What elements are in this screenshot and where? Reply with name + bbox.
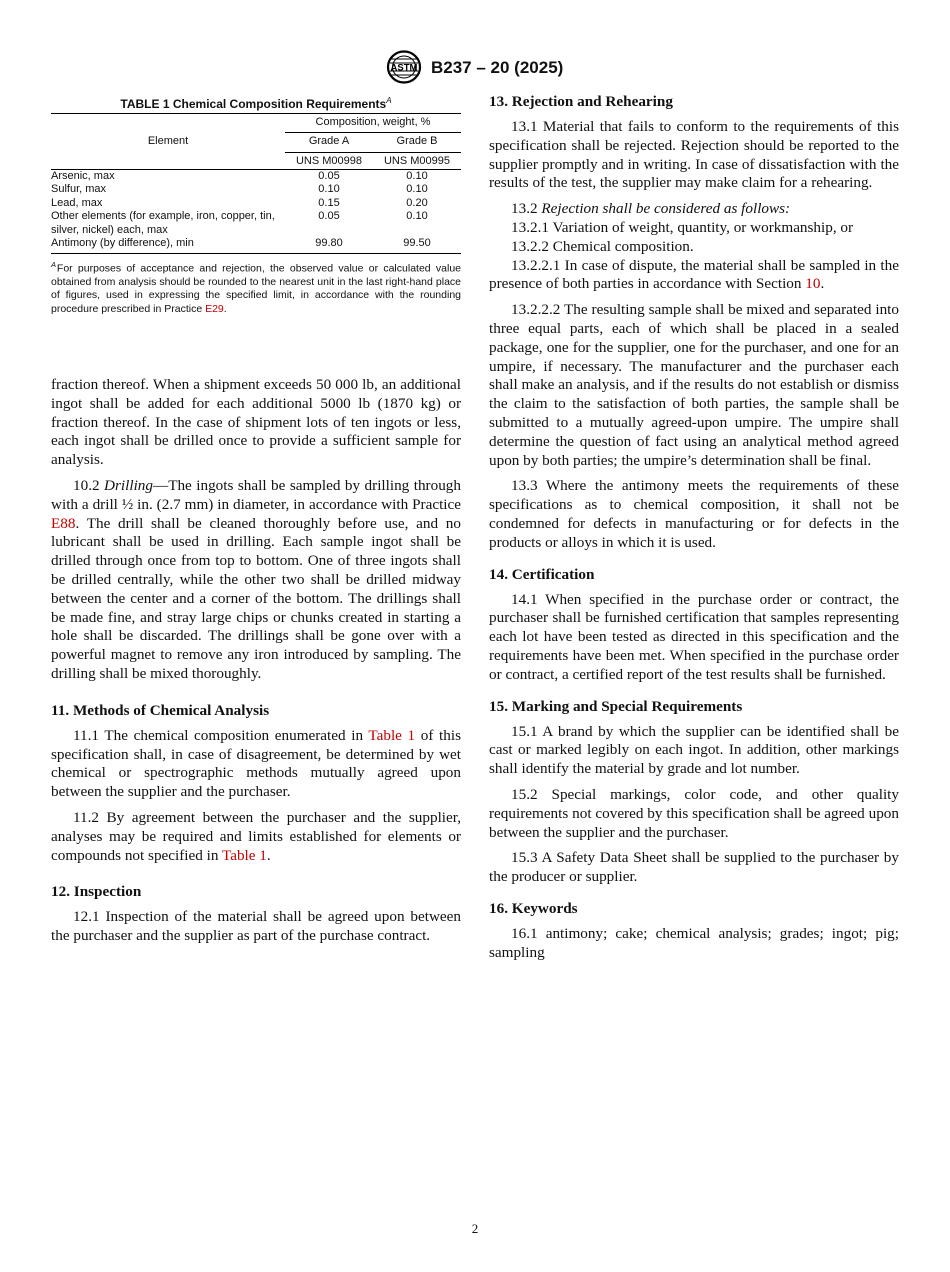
- chemical-composition-table: [51, 113, 461, 254]
- link-e29[interactable]: E29: [205, 302, 224, 315]
- section-13-heading: 13. Rejection and Rehearing: [489, 93, 673, 110]
- paragraph-13-2-2: 13.2.2 Chemical composition.: [511, 237, 694, 255]
- cell-element: Sulfur, max: [51, 183, 107, 195]
- paragraph-15-1: 15.1 A brand by which the supplier can be identified shall be cast or marked legibly on each ingot. In addition, other markings shall identify the material by grade and lot number.: [489, 722, 899, 778]
- paragraph-15-3: 15.3 A Safety Data Sheet shall be supplied to the purchaser by the producer or supplier.: [489, 849, 899, 886]
- document-designation: B237 – 20 (2025): [431, 58, 564, 77]
- section-14-heading: 14. Certification: [489, 565, 595, 583]
- cell-element: Antimony (by difference), min: [51, 237, 194, 249]
- table-row: [51, 197, 461, 211]
- table-1-block: [51, 92, 461, 316]
- table-row: [51, 237, 461, 253]
- paragraph-13-2-1: 13.2.1 Variation of weight, quantity, or workmanship, or: [511, 218, 854, 236]
- link-section-10[interactable]: 10: [805, 275, 821, 293]
- cell-grade-a: 0.15: [318, 196, 340, 209]
- table-row: [51, 183, 461, 197]
- cell-grade-b: 0.10: [406, 169, 428, 182]
- paragraph-10-1-continued: fraction thereof. When a shipment exceeds 50 000 lb, an additional ingot shall be added for each additional 5000 lb (1870 kg) or fraction thereof. In the case of shipment lots of ten ingots or less, each ingot shall be drilled once to provide a sufficient sample for analysis.: [51, 376, 461, 469]
- paragraph-14-1: 14.1 When specified in the purchase order or contract, the purchaser shall be furnished certification that samples representing each lot have been tested as directed in this specification and the requirements have been met. When specified in the purchase order or contract, a certified report of the test results shall be furnished.: [489, 590, 899, 683]
- right-column: [489, 92, 899, 969]
- table-1-title: TABLE 1 Chemical Composition Requirements$^A$: [120, 96, 392, 111]
- paragraph-13-2-2-2: 13.2.2.2 The resulting sample shall be mixed and separated into three equal parts, each of which shall be placed in a sealed package, one for the supplier, one for the purchaser, and one for an umpire, if necessary. The manufacturer and the purchaser each shall make an analysis, and if the results do not establish or dismiss the claim to the satisfaction of both parties, the sample shall be submitted to a mutually agreed-upon umpire. The umpire shall determine the question of fact using an analytical method agreed upon by both parties; the umpire’s determination shall be final.: [489, 301, 899, 469]
- paragraph-10-2: 10.2 Drilling—The ingots shall be sampled by drilling through with a drill ½ in. (2.7 mm) in diameter, in accordance with Practice E88. The drill shall be cleaned thoroughly before use, and no lubricant shall be used in drilling. Each sample ingot shall be drilled through once from top to bottom. One of three ingots shall be drilled centrally, while the other two shall be drilled midway between the center and a corner of the bottom. The drillings shall be made fine, and stray large chips or chunks created in starting a hole shall be discarded. The drillings shall be gone over with a powerful magnet to remove any iron introduced by sampling. The drilling shall be mixed thoroughly.: [51, 476, 461, 682]
- cell-element: Other elements (for example, iron, copper, tin, silver, nickel) each, max: [51, 210, 275, 236]
- cell-grade-a: 0.05: [318, 169, 340, 182]
- logo-text: ASTM: [390, 62, 418, 74]
- cell-grade-b: 99.50: [403, 237, 431, 249]
- astm-logo-icon: [386, 50, 422, 84]
- link-e88[interactable]: E88: [51, 514, 76, 532]
- paragraph-13-2: 13.2 Rejection shall be considered as follows:: [511, 200, 791, 218]
- paragraph-11-2: 11.2 By agreement between the purchaser and the supplier, analyses may be required and limits established for elements or compounds not specified in Table 1.: [51, 808, 461, 864]
- cell-grade-b: 0.10: [406, 210, 428, 222]
- table-header-row: [51, 114, 461, 133]
- table-row: [51, 169, 461, 183]
- page-number: 2: [471, 1221, 479, 1236]
- column-header-element: Element: [51, 114, 285, 170]
- paragraph-15-2: 15.2 Special markings, color code, and other quality requirements not covered by this specification shall be agreed upon between the supplier and the purchaser.: [489, 785, 899, 841]
- section-11-heading: 11. Methods of Chemical Analysis: [51, 701, 270, 719]
- cell-grade-a: 0.05: [318, 210, 340, 222]
- cell-element: Arsenic, max: [51, 169, 115, 182]
- cell-grade-b: 0.20: [406, 196, 428, 209]
- page-header: [0, 50, 950, 84]
- paragraph-13-2-2-1: 13.2.2.1 In case of dispute, the material shall be sampled in the presence of both parties in accordance with Section 10.: [489, 256, 899, 293]
- left-column: [51, 92, 461, 953]
- cell-element: Lead, max: [51, 196, 103, 209]
- cell-grade-a: 0.10: [318, 183, 340, 195]
- cell-grade-b: 0.10: [406, 183, 428, 195]
- paragraph-13-3: 13.3 Where the antimony meets the requirements of these specifications as to chemical composition, it shall not be condemned for defects in manufacturing or for defects in the products or alloys in which it is used.: [489, 477, 899, 551]
- paragraph-11-1: 11.1 The chemical composition enumerated in Table 1 of this specification shall, in case of disagreement, be determined by wet chemical or spectrographic methods mutually agreed upon between the supplier and the purchaser.: [51, 726, 461, 801]
- section-16-heading: 16. Keywords: [489, 899, 578, 917]
- section-15-heading: 15. Marking and Special Requirements: [489, 697, 743, 715]
- column-header-uns-b: UNS M00995: [373, 153, 461, 170]
- section-12-heading: 12. Inspection: [51, 883, 142, 901]
- paragraph-12-1: 12.1 Inspection of the material shall be agreed upon between the purchaser and the supplier as part of the purchase contract.: [51, 908, 461, 945]
- paragraph-13-1: 13.1 Material that fails to conform to the requirements of this specification shall be rejected. Rejection should be reported to the supplier promptly and in writing. In case of dissatisfaction with the results of the test, the supplier may make claim for a rehearing.: [489, 118, 899, 192]
- column-header-composition: Composition, weight, %: [285, 114, 461, 133]
- link-table-1[interactable]: Table 1: [221, 846, 267, 864]
- column-header-grade-b: Grade B: [373, 132, 461, 153]
- cell-grade-a: 99.80: [315, 237, 343, 249]
- table-1-footnote: $^A$ For purposes of acceptance and rejection, the observed value or calculated value obtained from analysis should be rounded to the nearest unit in the last right-hand place of figures, used in expressing the specified limit, in accordance with the rounding procedure prescribed in Practice E29.: [51, 259, 461, 315]
- column-header-uns-a: UNS M00998: [285, 153, 373, 170]
- link-table-1[interactable]: Table 1: [368, 726, 416, 744]
- table-row: [51, 210, 461, 237]
- paragraph-16-1: 16.1 antimony; cake; chemical analysis; grades; ingot; pig; sampling: [489, 924, 899, 961]
- column-header-grade-a: Grade A: [285, 132, 373, 153]
